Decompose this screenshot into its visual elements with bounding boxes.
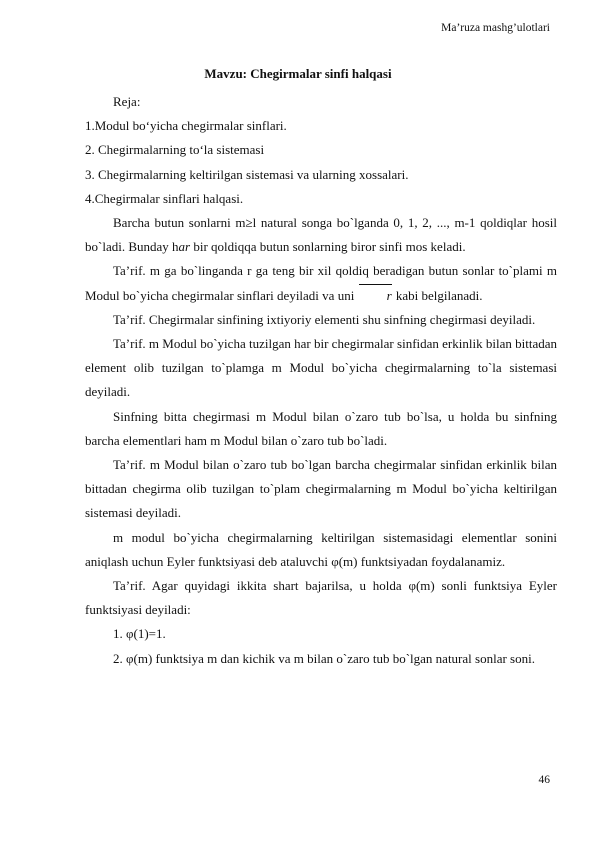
paragraph-definition-euler-function: Ta’rif. Agar quyidagi ikkita shart bajarilsa, u holda φ(m) sonli funktsiya Eyler funktsiyasi deyiladi: — [85, 578, 557, 618]
paragraph-coprime-class: Sinfning bitta chegirmasi m Modul bilan o`zaro tub bo`lsa, u holda bu sinfning barcha elementlari ham m Modul bilan o`zaro tub bo`ladi. — [85, 408, 557, 448]
plan-item-3: 3. Chegirmalarning keltirilgan sistemasi va ularning xossalari. — [85, 166, 409, 182]
r-bar-symbol: r — [358, 284, 393, 308]
plan-item-4: 4.Chegirmalar sinflari halqasi. — [85, 190, 244, 206]
paragraph-euler-function-intro: m modul bo`yicha chegirmalarning keltirilgan sistemasidagi elementlar sonini aniqlash uchun Eyler funktsiyasi deb ataluvchi φ(m) funktsiyadan foydalanamiz. — [85, 529, 557, 569]
running-header: Ma’ruza mashg’ulotlari — [441, 22, 550, 34]
paragraph-definition-complete-system: Ta’rif. m Modul bo`yicha tuzilgan har bir chegirmalar sinfidan erkinlik bilan bittadan element olib tuzilgan to`plamga m Modul bo`yicha chegirmalarning to`la sistemasi deyiladi. — [85, 336, 557, 400]
condition-item-1: 1. φ(1)=1. — [113, 626, 166, 642]
plan-item-2: 2. Chegirmalarning to‘la sistemasi — [85, 142, 265, 158]
paragraph-residues-intro: Barcha butun sonlarni m≥l natural songa bo`lganda 0, 1, 2, ..., m-1 qoldiqlar hosil bo`ladi. Bunday har bir qoldiqqa butun sonlarning biror sinfi mos keladi. — [85, 215, 557, 255]
document-body — [85, 90, 557, 671]
paragraph-definition-residue-class: Ta’rif. m ga bo`linganda r ga teng bir xil qoldiq beradigan butun sonlar to`plami m Modul bo`yicha chegirmalar sinflari deyiladi va uni r kabi belgilanadi. — [85, 259, 557, 307]
page-number: 46 — [538, 774, 550, 786]
paragraph-definition-reduced-system: Ta’rif. m Modul bilan o`zaro tub bo`lgan barcha chegirmalar sinfidan erkinlik bilan bittadan chegirma olib tuzilgan to`plam chegirmalarning m Modul bo`yicha keltirilgan sistemasi deyiladi. — [85, 457, 557, 521]
lecture-title: Mavzu: Chegirmalar sinfi halqasi — [204, 66, 392, 81]
condition-item-2: 2. φ(m) funktsiya m dan kichik va m bilan o`zaro tub bo`lgan natural sonlar soni. — [113, 650, 535, 666]
plan-label: Reja: — [113, 94, 141, 109]
paragraph-definition-residue: Ta’rif. Chegirmalar sinfining ixtiyoriy elementi shu sinfning chegirmasi deyiladi. — [113, 311, 536, 327]
plan-item-1: 1.Modul bo‘yicha chegirmalar sinflari. — [85, 118, 287, 134]
